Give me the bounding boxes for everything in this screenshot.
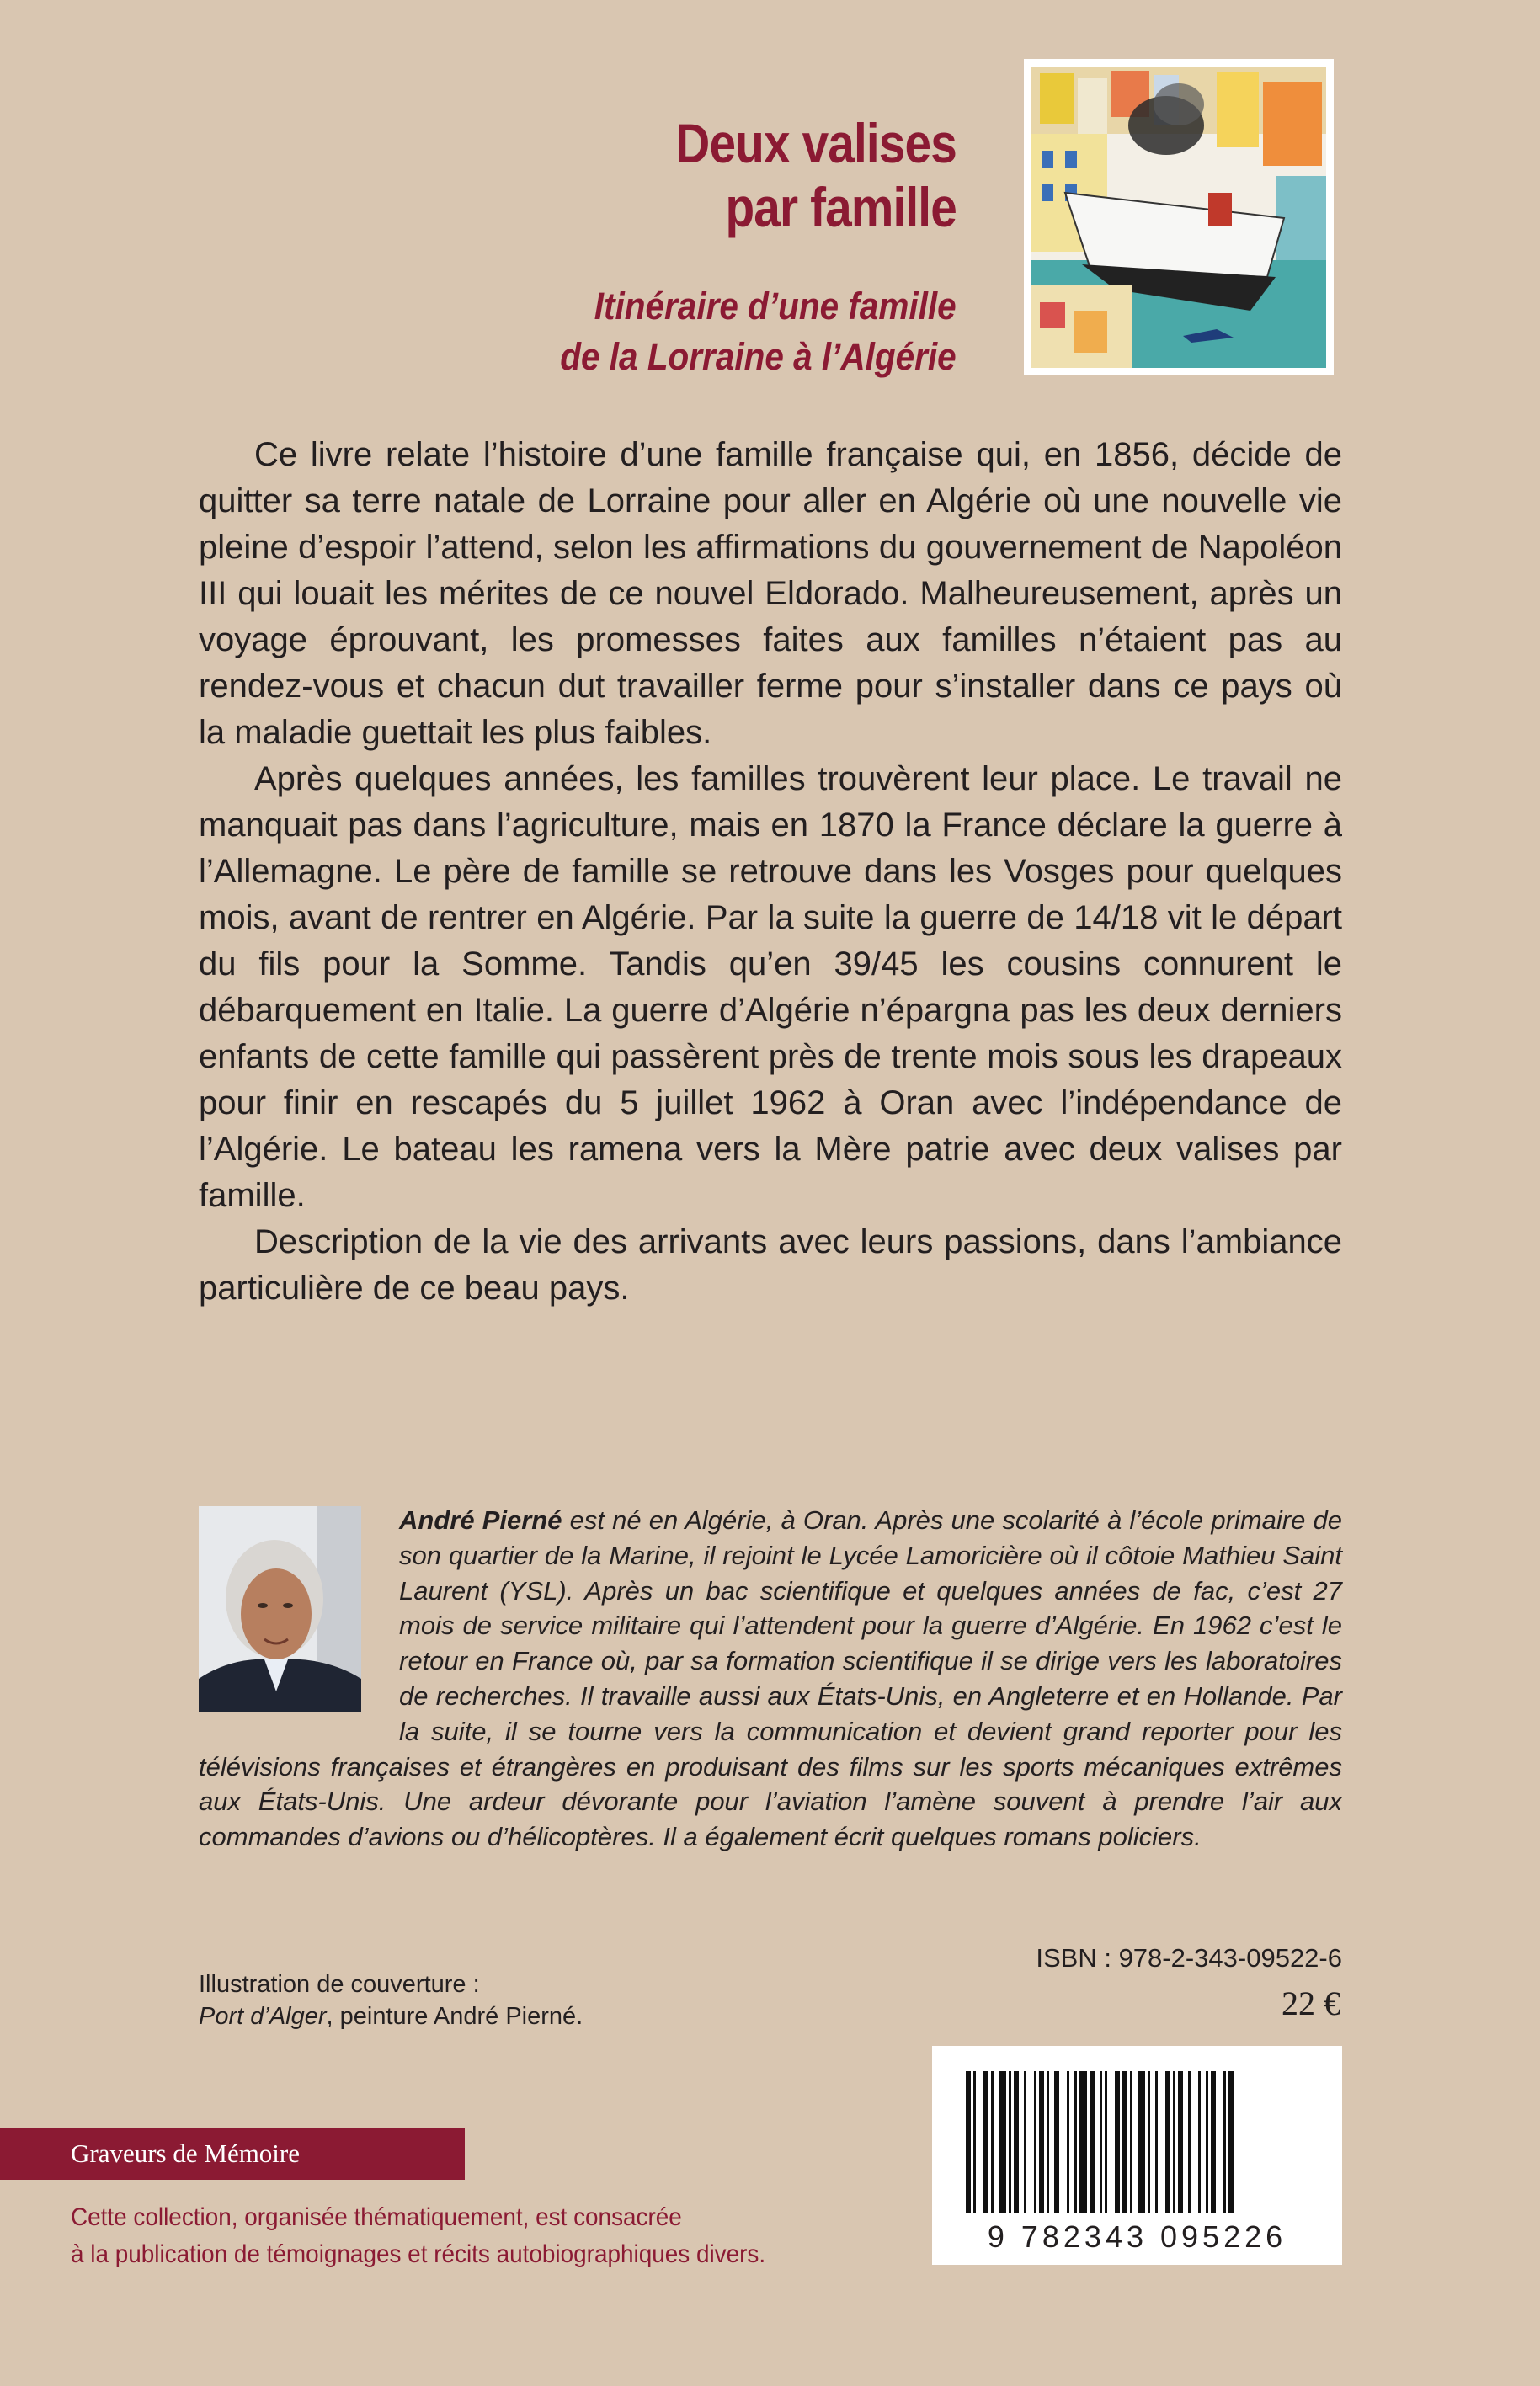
barcode [932, 2046, 1342, 2265]
barcode-bar [1079, 2071, 1087, 2213]
barcode-digits: 9 782343 095226 [987, 2219, 1287, 2254]
barcode-bar [1039, 2071, 1044, 2213]
barcode-bar [1223, 2071, 1226, 2213]
barcode-bar [1105, 2071, 1107, 2213]
collection-name: Graveurs de Mémoire [71, 2138, 301, 2168]
barcode-bar [973, 2071, 976, 2213]
subtitle-line-2: de la Lorraine à l’Algérie [560, 335, 957, 378]
barcode-bar [1130, 2071, 1132, 2213]
barcode-bar [1115, 2071, 1120, 2213]
isbn: ISBN : 978-2-343-09522-6 [1036, 1943, 1342, 1973]
illustration-credit [199, 1968, 583, 2032]
harbor-painting-image [1031, 67, 1326, 368]
bio-text: est né en Algérie, à Oran. Après une scolarité à l’école primaire de son quartier de la Marine, il rejoint le Lycée Lamoricière où il côtoie Mathieu Saint Laurent (YSL). Après un bac scientifique et quelques années de fac, c’est 27 mois de service militaire qui l’attendent pour la guerre d’Algérie. En 1962 c’est le retour en France où, par sa formation scientifique il se dirige vers les laboratoires de recherches. Il travaille aussi aux États-Unis, en Angleterre et en Hollande. Par la suite, il se tourne vers la communication et devient grand reporter pour les télévisions françaises et étrangères en produisant des films sur les sports mécaniques extrêmes aux États-Unis. Une ardeur dévorante pour l’aviation l’amène souvent à prendre l’air aux commandes d’avions ou d’hélicoptères. Il a également écrit quelques romans policiers. [199, 1505, 1342, 1852]
summary-paragraph-3: Description de la vie des arrivants avec leurs passions, dans l’ambiance particulière de ce beau pays. [199, 1223, 1342, 1307]
barcode-bar [1211, 2071, 1216, 2213]
barcode-bar [1206, 2071, 1208, 2213]
barcode-bar [1122, 2071, 1127, 2213]
collection-name-band [0, 2128, 465, 2180]
barcode-bar [1034, 2071, 1036, 2213]
barcode-bar [1198, 2071, 1201, 2213]
barcode-bar [1014, 2071, 1019, 2213]
barcode-bar [991, 2071, 994, 2213]
book-title [675, 111, 957, 239]
price: 22 € [1282, 1984, 1340, 2022]
barcode-bar [1148, 2071, 1150, 2213]
barcode-bar [999, 2071, 1006, 2213]
barcode-bar [1173, 2071, 1175, 2213]
title-line-2: par famille [725, 176, 957, 238]
collection-description-line-1: Cette collection, organisée thématiquement, est consacrée [71, 2203, 682, 2231]
photo-spacer [199, 1503, 399, 1715]
author-name: André Pierné [399, 1505, 562, 1535]
barcode-bar [1074, 2071, 1077, 2213]
barcode-bar [1009, 2071, 1011, 2213]
collection-description-line-2: à la publication de témoignages et récits autobiographiques divers. [71, 2240, 766, 2268]
barcode-bar [1090, 2071, 1095, 2213]
credit-label: Illustration de couverture : [199, 1971, 480, 1998]
barcode-bar [1100, 2071, 1102, 2213]
collection-description [71, 2199, 765, 2273]
author-biography [199, 1503, 1342, 1855]
barcode-bar [983, 2071, 988, 2213]
barcode-bar [1047, 2071, 1049, 2213]
painting-title: Port d’Alger [199, 2003, 327, 2030]
summary-paragraph-2: Après quelques années, les familles trouvèrent leur place. Le travail ne manquait pas dans l’agriculture, mais en 1870 la France déclare la guerre à l’Allemagne. Le père de famille se retrouve dans les Vosges pour quelques mois, avant de rentrer en Algérie. Par la suite la guerre de 14/18 vit le départ du fils pour la Somme. Tandis qu’en 39/45 les cousins connurent le débarquement en Italie. La guerre d’Algérie n’épargna pas les deux derniers enfants de cette famille qui passèrent près de trente mois sous les drapeaux pour finir en rescapés du 5 juillet 1962 à Oran avec l’indépendance de l’Algérie. Le bateau les ramena vers la Mère patrie avec deux valises par famille. [199, 760, 1342, 1214]
barcode-bar [1188, 2071, 1191, 2213]
barcode-bar [966, 2071, 971, 2213]
book-subtitle [561, 281, 957, 382]
barcode-bar [1228, 2071, 1234, 2213]
barcode-bar [1054, 2071, 1059, 2213]
book-summary [199, 432, 1342, 1312]
barcode-bar [1138, 2071, 1145, 2213]
barcode-bar [1067, 2071, 1069, 2213]
barcode-bar [1165, 2071, 1170, 2213]
title-line-1: Deux valises [675, 112, 957, 174]
credit-line [199, 2000, 583, 2032]
barcode-bar [1178, 2071, 1183, 2213]
subtitle-line-1: Itinéraire d’une famille [594, 285, 957, 328]
cover-painting-thumbnail [1024, 59, 1334, 375]
painting-credit: , peinture André Pierné. [326, 2003, 583, 2030]
barcode-bar [1024, 2071, 1026, 2213]
barcode-bar [1155, 2071, 1158, 2213]
barcode-bars [932, 2046, 1342, 2214]
summary-paragraph-1: Ce livre relate l’histoire d’une famille française qui, en 1856, décide de quitter sa terre natale de Lorraine pour aller en Algérie où une nouvelle vie pleine d’espoir l’attend, selon les affirmations du gouvernement de Napoléon III qui louait les mérites de ce nouvel Eldorado. Malheureusement, après un voyage éprouvant, les promesses faites aux familles n’étaient pas au rendez-vous et chacun dut travailler ferme pour s’installer dans ce pays où la maladie guettait les plus faibles. [199, 436, 1342, 751]
